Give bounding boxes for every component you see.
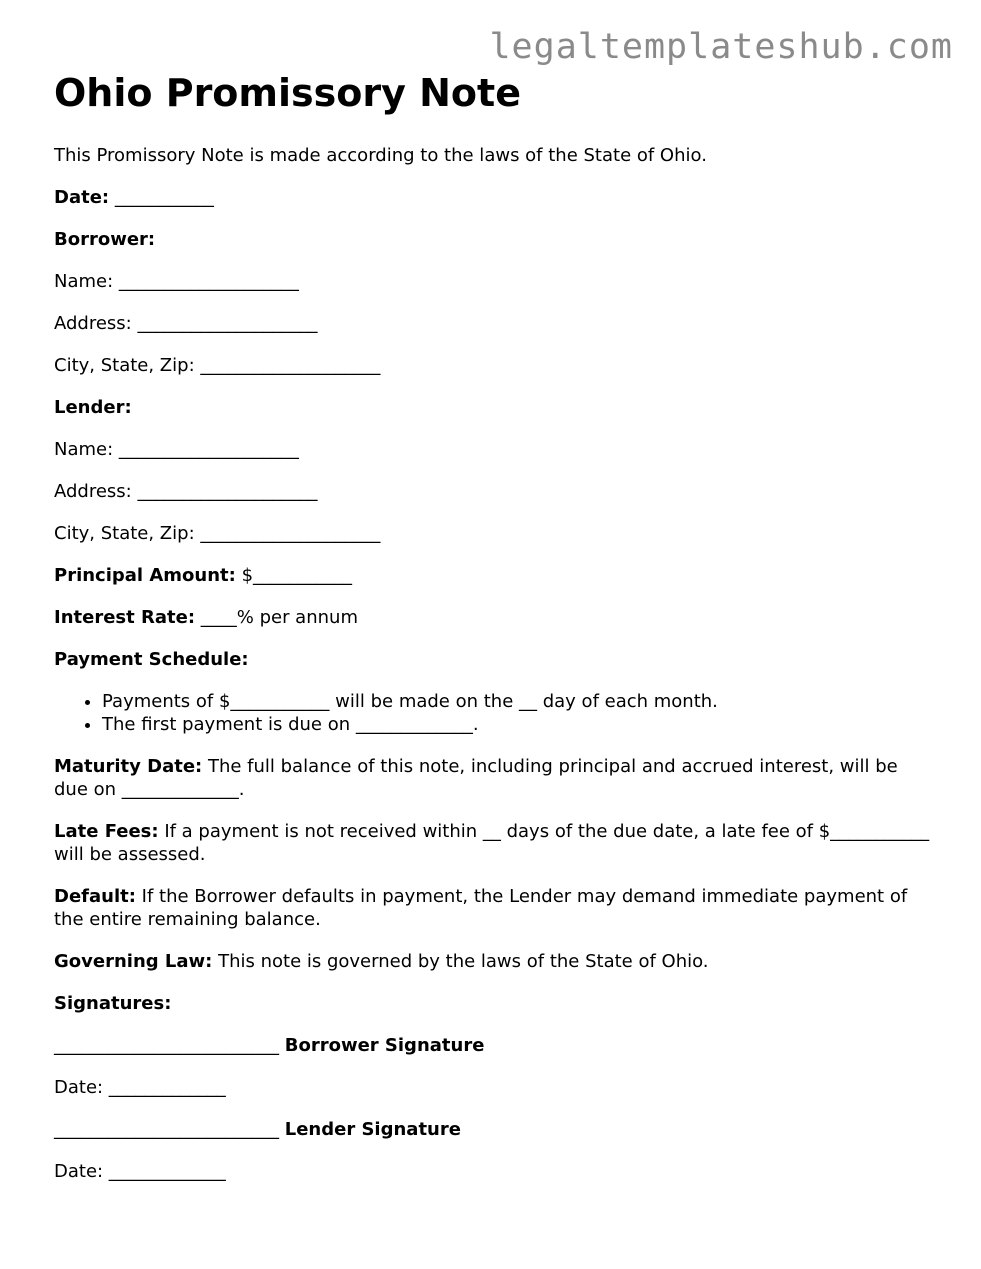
- payment-schedule-list: [54, 690, 934, 736]
- lender-signature: [54, 1118, 934, 1141]
- borrower-name-field: Name: ____________________: [54, 271, 299, 292]
- payment-schedule-label: Payment Schedule:: [54, 649, 249, 670]
- lender-signature-label: Lender Signature: [284, 1119, 461, 1140]
- watermark: legaltemplateshub.com: [489, 27, 953, 67]
- principal-amount: [54, 564, 934, 587]
- lender-name-field: Name: ____________________: [54, 439, 299, 460]
- signatures-heading: [54, 992, 934, 1015]
- governing-text: This note is governed by the laws of the State of Ohio.: [212, 951, 709, 972]
- lender-signature-line: _________________________: [54, 1119, 285, 1140]
- date-field: [54, 186, 934, 209]
- lender-address-field: Address: ____________________: [54, 481, 318, 502]
- payment-schedule-heading: [54, 648, 934, 671]
- borrower-city-field: City, State, Zip: ____________________: [54, 355, 381, 376]
- late-fees-text: If a payment is not received within __ days of the due date, a late fee of $___________ will be assessed.: [54, 821, 930, 865]
- borrower-signature-line: _________________________: [54, 1035, 285, 1056]
- date-blank: ___________: [109, 187, 214, 208]
- interest-rate: [54, 606, 934, 629]
- lender-city-field: City, State, Zip: ____________________: [54, 523, 381, 544]
- default-label: Default:: [54, 886, 136, 907]
- governing-law: [54, 950, 934, 973]
- date-label: Date:: [54, 187, 110, 208]
- list-item: • The first payment is due on _____________.: [102, 713, 934, 736]
- principal-label: Principal Amount:: [54, 565, 236, 586]
- page-title: Ohio Promissory Note: [54, 71, 521, 115]
- borrower-heading: [54, 228, 934, 251]
- borrower-heading-label: Borrower:: [54, 229, 156, 250]
- document: [54, 70, 934, 1202]
- maturity-text: The full balance of this note, including principal and accrued interest, will be due on _____________.: [54, 756, 898, 800]
- intro-text: This Promissory Note is made according to the laws of the State of Ohio.: [54, 145, 707, 166]
- default-text: If the Borrower defaults in payment, the Lender may demand immediate payment of the entire remaining balance.: [54, 886, 908, 930]
- lender-heading-label: Lender:: [54, 397, 132, 418]
- interest-label: Interest Rate:: [54, 607, 196, 628]
- list-item: • Payments of $___________ will be made on the __ day of each month.: [102, 690, 934, 713]
- borrower-address-field: Address: ____________________: [54, 313, 318, 334]
- borrower-signature-label: Borrower Signature: [284, 1035, 485, 1056]
- late-fees-label: Late Fees:: [54, 821, 159, 842]
- principal-text: $___________: [235, 565, 353, 586]
- lender-heading: [54, 396, 934, 419]
- interest-text: ____% per annum: [195, 607, 358, 628]
- late-fees: [54, 820, 934, 866]
- maturity-label: Maturity Date:: [54, 756, 203, 777]
- default-clause: [54, 885, 934, 931]
- governing-label: Governing Law:: [54, 951, 213, 972]
- borrower-signature-date: Date: _____________: [54, 1077, 226, 1098]
- borrower-signature: [54, 1034, 934, 1057]
- maturity-date: [54, 755, 934, 801]
- lender-signature-date: Date: _____________: [54, 1161, 226, 1182]
- signatures-label: Signatures:: [54, 993, 172, 1014]
